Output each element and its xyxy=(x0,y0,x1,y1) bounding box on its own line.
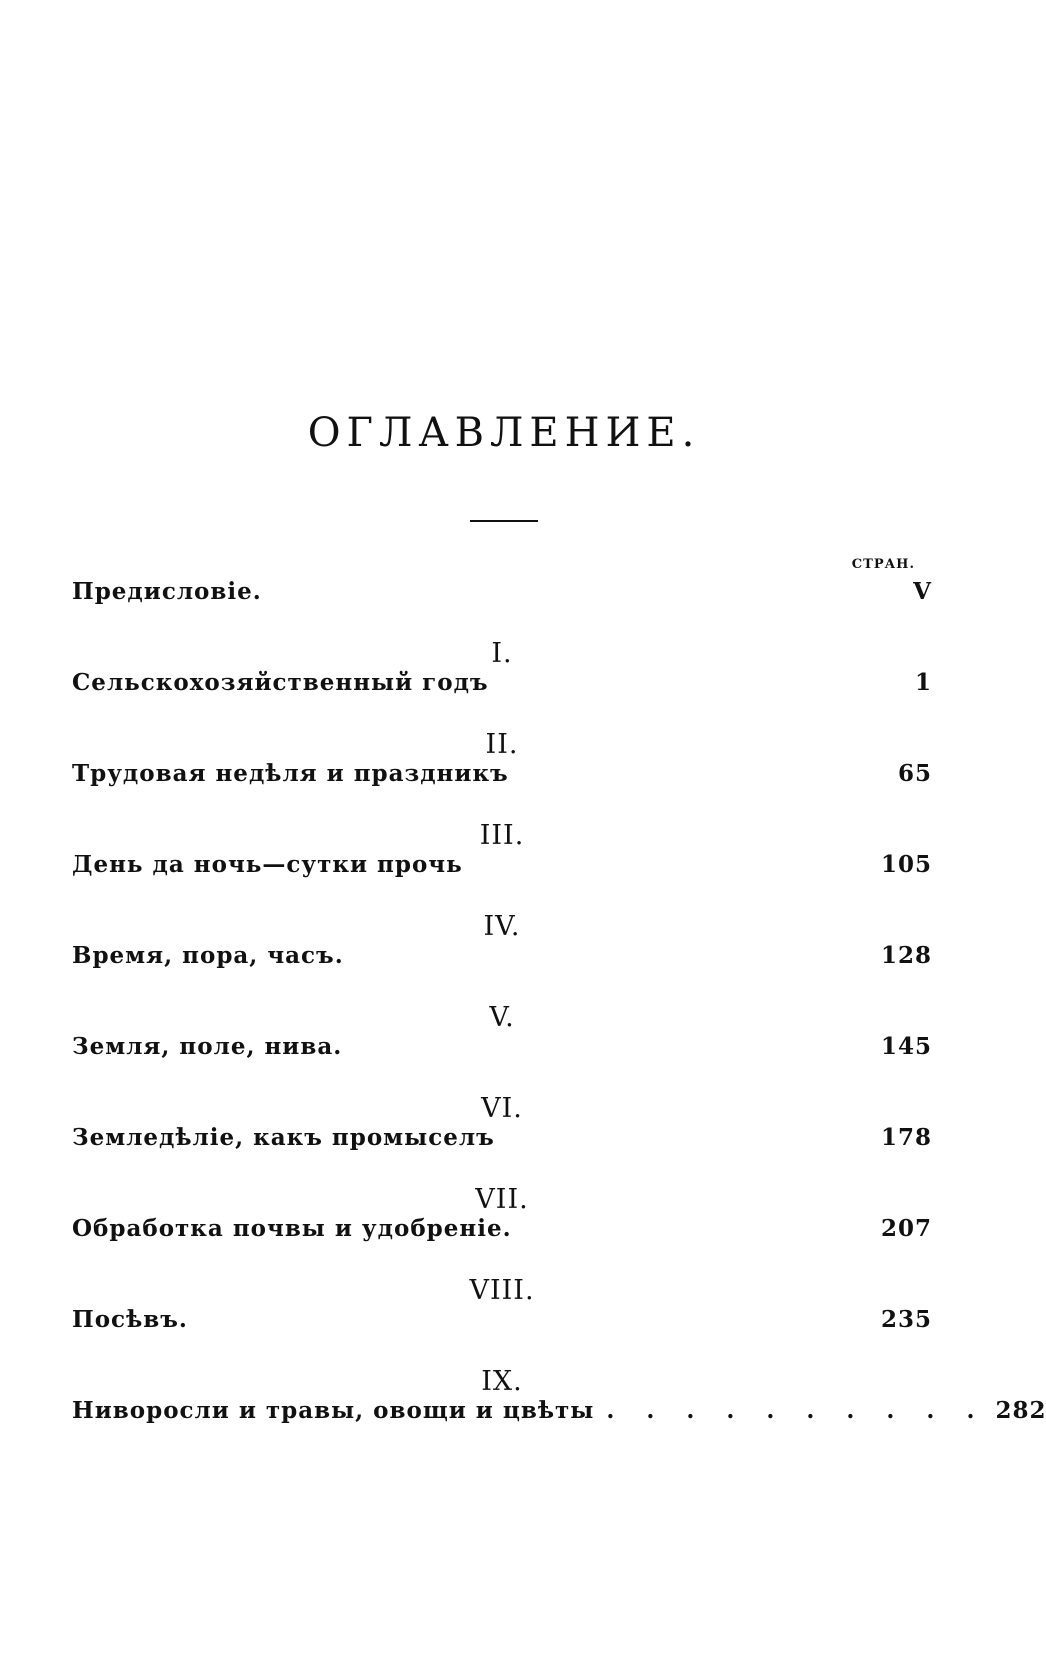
toc-entry-label: Земля, поле, нива. xyxy=(72,1033,343,1060)
toc-entry-page: 207 xyxy=(880,1215,932,1242)
toc-entry-3 xyxy=(72,851,932,887)
toc-entry-4 xyxy=(72,942,932,978)
toc-entry-label: Земледѣліе, какъ промыселъ xyxy=(72,1124,495,1151)
page-title: ОГЛАВЛЕНИЕ. xyxy=(307,410,701,456)
toc-entry-page: 145 xyxy=(880,1033,932,1060)
chapter-numeral-4: IV. xyxy=(483,911,521,942)
toc-entry-page: 65 xyxy=(897,760,932,787)
toc-entry-page: V xyxy=(913,578,932,605)
toc-entry-label: Время, пора, часъ. xyxy=(72,942,344,969)
toc-entry-label: Ниворосли и травы, овощи и цвѣты xyxy=(72,1397,595,1424)
chapter-numeral-8: VIII. xyxy=(469,1275,535,1306)
chapter-numeral-5: V. xyxy=(489,1002,515,1033)
chapter-numeral-7: VII. xyxy=(475,1184,529,1215)
toc-entry-page: 1 xyxy=(914,669,932,696)
toc-entry-page: 178 xyxy=(880,1124,932,1151)
table-of-contents xyxy=(72,578,1046,1433)
chapter-numeral-2: II. xyxy=(485,729,519,760)
toc-entry-label: День да ночь—сутки прочь xyxy=(72,851,463,878)
toc-entry-page: 235 xyxy=(880,1306,932,1333)
title-divider xyxy=(470,520,538,522)
toc-entry-1 xyxy=(72,669,932,705)
toc-entry-preface xyxy=(72,578,932,614)
chapter-numeral-9: IX. xyxy=(481,1366,523,1397)
toc-entry-9 xyxy=(72,1397,1046,1433)
page-column-header: СТРАН. xyxy=(851,557,915,572)
toc-entry-6 xyxy=(72,1124,932,1160)
chapter-numeral-1: I. xyxy=(491,638,513,669)
toc-entry-label: Обработка почвы и удобреніе. xyxy=(72,1215,512,1242)
toc-entry-page: 105 xyxy=(880,851,932,878)
chapter-numeral-6: VI. xyxy=(481,1093,523,1124)
toc-entry-label: Посѣвъ. xyxy=(72,1306,188,1333)
toc-entry-7 xyxy=(72,1215,932,1251)
toc-entry-label: Трудовая недѣля и праздникъ xyxy=(72,760,509,787)
toc-entry-page: 128 xyxy=(880,942,932,969)
toc-entry-label: Предисловіе. xyxy=(72,578,262,605)
toc-entry-2 xyxy=(72,760,932,796)
toc-entry-5 xyxy=(72,1033,932,1069)
toc-entry-8 xyxy=(72,1306,932,1342)
dot-leader: . . . . . . . . . . xyxy=(606,1397,987,1424)
toc-entry-label: Сельскохозяйственный годъ xyxy=(72,669,489,696)
toc-entry-page: 282 xyxy=(995,1397,1046,1424)
chapter-numeral-3: III. xyxy=(479,820,525,851)
